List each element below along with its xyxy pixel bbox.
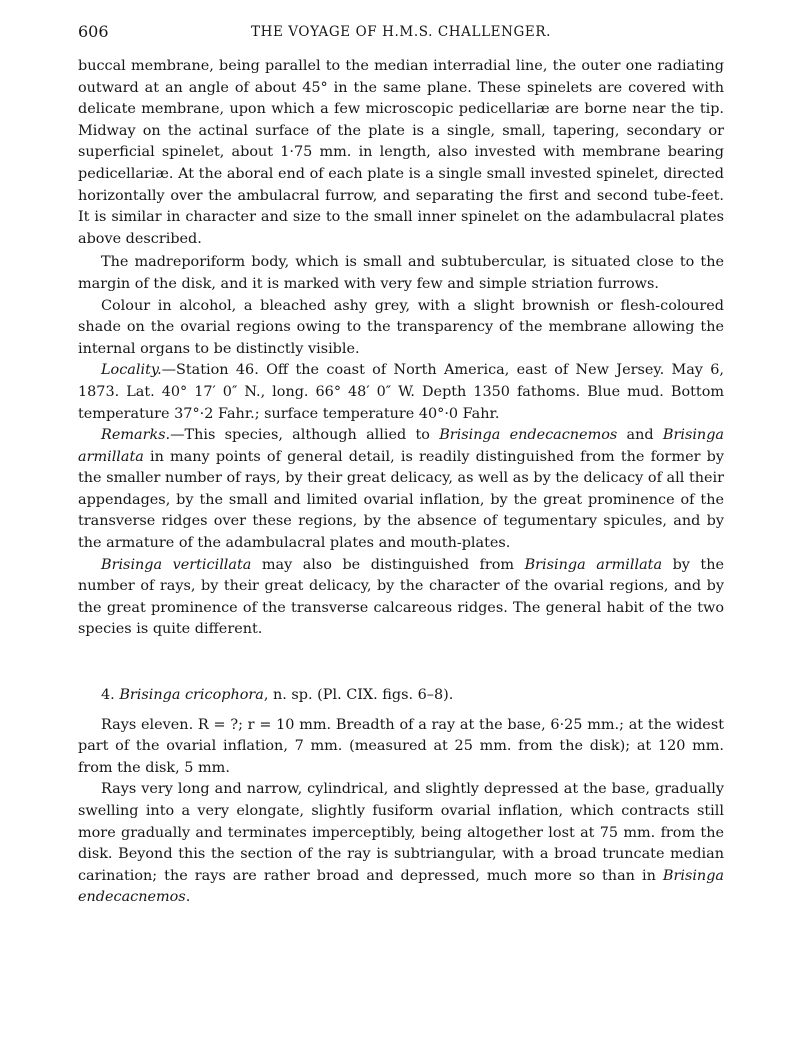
- paragraph-continuation: buccal membrane, being parallel to the median interradial line, the outer one radiating outward at an angle of about 45° in the same plane. These spinelets are covered with delicate membrane, upon which a few microscopic pedicellariæ are borne near the tip. Midway on the actinal surface of the plate is a single, small, tapering, secondary or superficial spinelet, about 1·75 mm. in length, also invested with membrane bearing pedicellariæ. At the aboral end of each plate is a single small invested spinelet, directed horizontally over the ambulacral furrow, and separating the first and second tube-feet. It is similar in character and size to the small inner spinelet on the adambulacral plates above described.: [78, 58, 724, 247]
- paragraph-rays: Rays eleven. R = ?; r = 10 mm. Breadth of a ray at the base, 6·25 mm.; at the widest part of the ovarial inflation, 7 mm. (measured at 25 mm. from the disk); at 120 mm. from the disk, 5 mm.: [78, 716, 724, 776]
- paragraph-madreporiform: The madreporiform body, which is small and subtubercular, is situated close to the margin of the disk, and it is marked with very few and simple striation furrows.: [78, 254, 724, 292]
- locality-label: Locality.: [101, 362, 162, 379]
- species-name-verticillata: Brisinga verticillata: [101, 556, 252, 573]
- species-number: 4.: [101, 687, 120, 704]
- species-name-endecacnemos: Brisinga endecacnemos: [439, 427, 618, 444]
- paragraph-ray-shape: [78, 779, 724, 909]
- remarks-text-3: in many points of general detail, is readily distinguished from the former by the smaller number of rays, by their great delicacy, as well as by the delicacy of all their appendages, by the small and limited ovarial inflation, by the great prominence of the transverse ridges over these regions, by the absence of tegumentary spicules, and by the armature of the adambulacral plates and mouth-plates.: [78, 448, 724, 552]
- species-heading-rest: , n. sp. (Pl. CIX. figs. 6–8).: [263, 687, 454, 704]
- species-name-armillata-2: Brisinga armillata: [524, 556, 663, 573]
- page-header: [78, 20, 724, 44]
- paragraph-remarks: [78, 425, 724, 555]
- species-name-endecacnemos-2: Brisinga endecacnemos: [78, 867, 724, 906]
- locality-text: —Station 46. Off the coast of North America, east of New Jersey. May 6, 1873. Lat. 40° 17′ 0″ N., long. 66° 48′ 0″ W. Depth 1350 fathoms. Blue mud. Bottom temperature 37°·2 Fahr.; surface temperature 40°·0 Fahr.: [78, 362, 724, 422]
- paragraph-colour: Colour in alcohol, a bleached ashy grey, with a slight brownish or flesh-coloured shade on the ovarial regions owing to the transparency of the membrane allowing the internal organs to be distinctly visible.: [78, 297, 724, 357]
- verticillata-text-2: by the number of rays, by their great delicacy, by the character of the ovarial regions, and by the great prominence of the transverse calcareous ridges. The general habit of the two species is quite different.: [78, 556, 724, 638]
- remarks-label: Remarks.: [101, 427, 171, 444]
- species-name-cricophora: Brisinga cricophora: [119, 687, 264, 704]
- running-title: THE VOYAGE OF H.M.S. CHALLENGER.: [250, 24, 552, 40]
- remarks-text-1: —This species, although allied to: [170, 427, 440, 444]
- remarks-text-2: and: [617, 427, 663, 444]
- ray-shape-text: Rays very long and narrow, cylindrical, and slightly depressed at the base, gradually swelling into a very elongate, slightly fusiform ovarial inflation, which contracts still more gradually and terminates imperceptibly, being altogether lost at 75 mm. from the disk. Beyond this the section of the ray is subtriangular, with a broad truncate median carination; the rays are rather broad and depressed, much more so than in: [78, 781, 724, 884]
- species-heading: [78, 685, 724, 707]
- ray-shape-end: .: [185, 889, 191, 906]
- body-text: [78, 56, 724, 909]
- paragraph-verticillata: [78, 555, 724, 641]
- species-name-armillata: Brisinga armillata: [78, 427, 724, 465]
- page-number: 606: [78, 22, 109, 41]
- verticillata-text-1: may also be distinguished from: [251, 556, 525, 573]
- paragraph-locality: [78, 360, 724, 425]
